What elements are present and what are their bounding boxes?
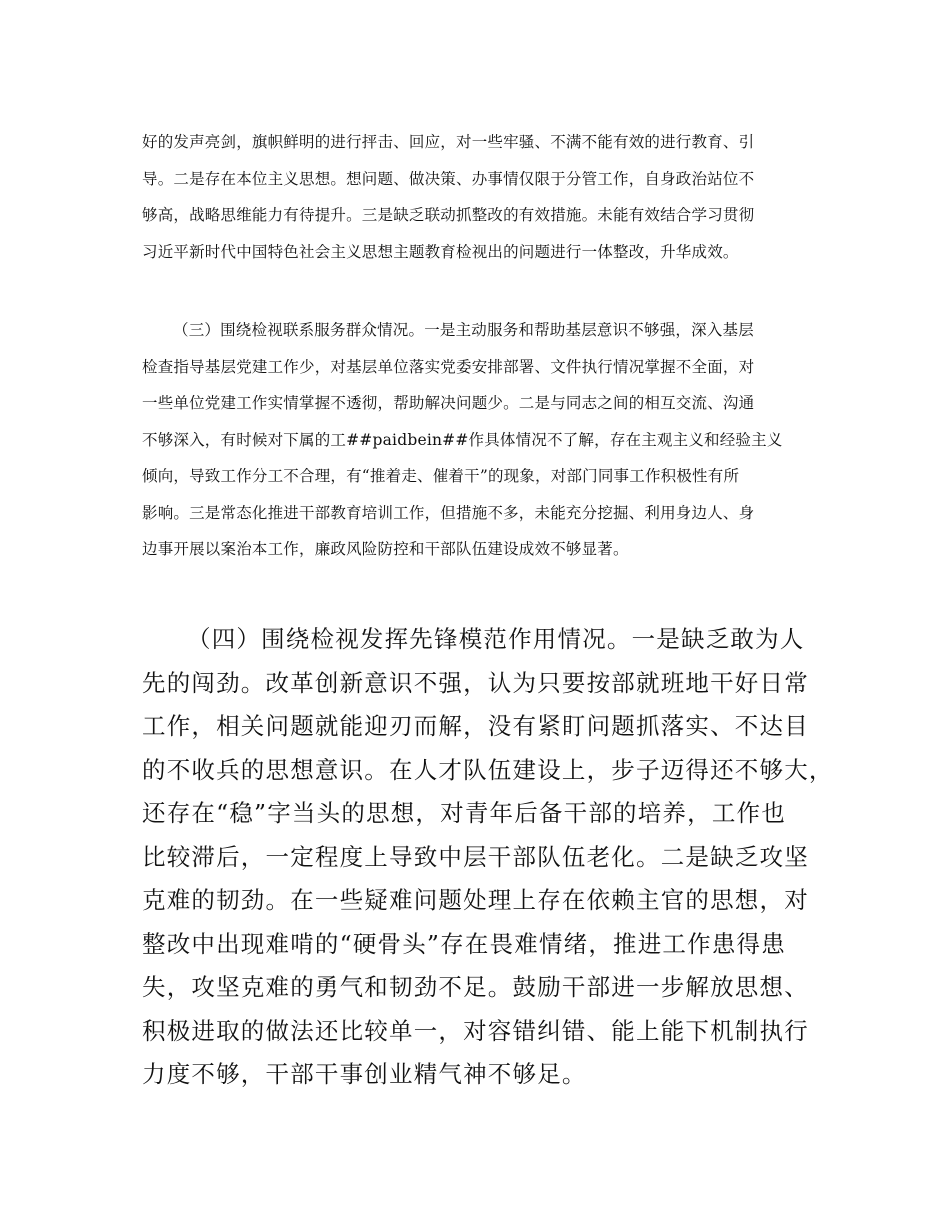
paragraph-line: （三）围绕检视联系服务群众情况。一是主动服务和帮助基层意识不够强，深入基层: [173, 321, 754, 339]
paragraph-line: 积极进取的做法还比较单一，对容错纠错、能上能下机制执行: [142, 1016, 809, 1045]
paragraph-line: 影响。三是常态化推进干部教育培训工作，但措施不多，未能充分挖掘、利用身边人、身: [142, 503, 755, 522]
paragraph-line: 失，攻坚克难的勇气和韧劲不足。鼓励干部进一步解放思想、: [142, 973, 809, 1001]
paragraph-line: 比较滞后，一定程度上导致中层干部队伍老化。二是缺乏攻坚: [142, 842, 809, 871]
paragraph-line: 够高，战略思维能力有待提升。三是缺乏联动抓整改的有效措施。未能有效结合学习贯彻: [142, 206, 755, 224]
paragraph-line: 导。二是存在本位主义思想。想问题、做决策、办事情仅限于分管工作，自身政治站位不: [142, 169, 755, 188]
paragraph-continued: [142, 124, 820, 270]
paragraph-line: 好的发声亮剑，旗帜鲜明的进行抨击、回应，对一些牢骚、不满不能有效的进行教育、引: [142, 133, 755, 151]
paragraph-line: （四）围绕检视发挥先锋模范作用情况。一是缺乏敢为人: [187, 625, 805, 653]
paragraph-line: 边事开展以案治本工作，廉政风险防控和干部队伍建设成效不够显著。: [142, 540, 629, 558]
paragraph-line: 不够深入，有时候对下属的工##paidbein##作具体情况不了解，存在主观主义和经验主义: [142, 430, 783, 449]
paragraph-line: 先的闯劲。改革创新意识不强，认为只要按部就班地干好日常: [142, 668, 809, 697]
paragraph-section-4: [142, 618, 832, 1097]
paragraph-line: 的不收兵的思想意识。在人才队伍建设上，步子迈得还不够大，: [142, 755, 834, 784]
paragraph-line: 倾向，导致工作分工不合理，有“推着走、催着干”的现象，对部门同事工作积极性有所: [142, 467, 740, 485]
paragraph-line: 还存在“稳”字当头的思想，对青年后备干部的培养，工作也: [142, 799, 786, 827]
paragraph-line: 一些单位党建工作实情掌握不透彻，帮助解决问题少。二是与同志之间的相互交流、沟通: [142, 394, 755, 412]
paragraph-line: 力度不够，干部干事创业精气神不够足。: [142, 1060, 587, 1088]
paragraph-line: 整改中出现难啃的“硬骨头”存在畏难情绪，推进工作患得患: [142, 929, 786, 958]
paragraph-line: 习近平新时代中国特色社会主义思想主题教育检视出的问题进行一体整改，升华成效。: [142, 242, 739, 261]
paragraph-line: 检查指导基层党建工作少，对基层单位落实党委安排部署、文件执行情况掌握不全面，对: [142, 357, 755, 376]
paragraph-line: 克难的韧劲。在一些疑难问题处理上存在依赖主官的思想，对: [142, 886, 809, 914]
paragraph-line: 工作，相关问题就能迎刃而解，没有紧盯问题抓落实、不达目: [142, 712, 809, 740]
paragraph-section-3: [142, 312, 820, 568]
